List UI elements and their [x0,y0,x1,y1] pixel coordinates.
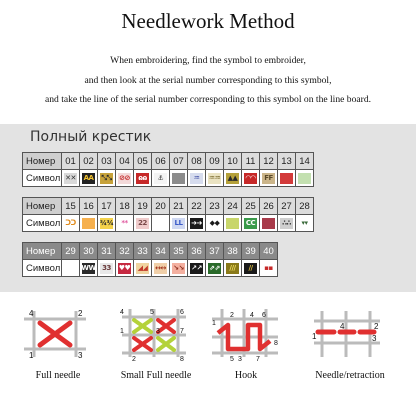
stitch-symbol-icon: ♒ [190,173,203,184]
symbol-cell [133,259,152,277]
diagram-digit: 5 [150,309,154,316]
diagram-digit: 2 [78,309,83,318]
serial-number-cell: 31 [97,242,116,260]
stitch-symbol-icon: ♒♒ [208,174,221,182]
symbol-cell [187,214,206,232]
symbol-cell [187,169,206,187]
serial-number-cell: 33 [133,242,152,260]
symbol-cell [97,259,116,277]
diagram-digit: 4 [250,312,254,319]
symbol-cell [151,169,170,187]
serial-number-cell: 10 [223,152,242,170]
stitch-symbol-icon [64,263,77,274]
serial-number-cell: 23 [205,197,224,215]
stitch-symbol-icon: ↘↘ [173,264,184,272]
symbol-cell [61,259,80,277]
serial-number-cell: 27 [277,197,296,215]
serial-number-cell: 08 [187,152,206,170]
stitch-symbol-icon: FF [262,173,275,184]
serial-number-cell: 18 [115,197,134,215]
diagram-digit: 3 [372,334,377,343]
stitch-symbol-icon: ** [118,218,131,229]
stitch-symbol-icon: ⊘⊘ [119,174,130,182]
symbol-cell [151,259,170,277]
symbol-cell [241,214,260,232]
diagram-digit: 1 [120,328,124,335]
symbol-row [22,259,277,276]
symbol-cell [259,259,278,277]
serial-number-cell: 28 [295,197,314,215]
diagram-digit: 3 [78,351,83,360]
diagram-digit: 1 [29,351,34,360]
symbol-cell [79,169,98,187]
stitch-symbol-icon: /// [226,263,239,274]
number-row [22,242,277,259]
serial-number-cell: 25 [241,197,260,215]
stitch-symbol-icon [280,173,293,184]
symbol-row-header: Символ [22,214,62,232]
diagram-label-small-full-needle: Small Full needle [120,370,192,381]
symbol-cell [115,169,134,187]
stitch-symbol-icon [262,218,275,229]
symbol-table-3 [22,242,277,276]
symbol-cell [133,214,152,232]
symbol-cell [79,214,98,232]
serial-number-cell: 06 [151,152,170,170]
symbol-cell [97,169,116,187]
number-row-header: Номер [22,197,62,215]
serial-number-cell: 22 [187,197,206,215]
diagram-digit: 2 [230,312,234,319]
diagram-digit: 7 [180,328,184,335]
stitch-symbol-icon: LL [172,218,185,229]
serial-number-cell: 12 [259,152,278,170]
serial-number-cell: 34 [151,242,170,260]
symbol-cell [241,259,260,277]
symbol-cell [205,259,224,277]
symbol-row [22,214,313,231]
serial-number-cell: 32 [115,242,134,260]
serial-number-cell: 37 [205,242,224,260]
symbol-cell [97,214,116,232]
serial-number-cell: 38 [223,242,242,260]
serial-number-cell: 29 [61,242,80,260]
stitch-symbol-icon: 22 [136,218,149,229]
stitch-symbol-icon: WW [81,264,96,272]
serial-number-cell: 01 [61,152,80,170]
symbol-cell [61,169,80,187]
stitch-symbol-icon: ◆◆ [209,219,220,227]
diagram-label-needle-retraction: Needle/retraction [315,370,385,381]
serial-number-cell: 19 [133,197,152,215]
diagram-digit: 2 [132,356,136,363]
number-row [22,152,313,169]
stitch-symbol-icon [82,218,95,229]
hook-diagram [208,303,284,363]
diagram-label-full-needle: Full needle [35,370,81,381]
symbol-row-header: Символ [22,169,62,187]
diagram-digit: 1 [312,332,317,341]
small-full-needle-diagram [118,303,194,363]
serial-number-cell: 11 [241,152,260,170]
serial-number-cell: 21 [169,197,188,215]
stitch-symbol-icon: ⤡⤡ [101,173,112,182]
symbol-cell [133,169,152,187]
symbol-cell [259,169,278,187]
symbol-cell [61,214,80,232]
stitch-symbol-icon: ◢◢ [137,264,148,272]
symbol-table-2 [22,197,313,231]
symbol-cell [277,214,296,232]
symbol-cell [223,169,242,187]
stitch-symbol-icon: ➜➜ [191,219,202,227]
serial-number-cell: 04 [115,152,134,170]
symbol-cell [169,214,188,232]
intro-line-2: and then look at the serial number corresponding to this symbol, [84,75,332,86]
serial-number-cell: 07 [169,152,188,170]
needle-retraction-diagram [310,303,386,363]
stitch-symbol-icon: ♥♥ [118,264,131,272]
stitch-symbol-icon: ▲▲ [227,174,238,182]
number-row-header: Номер [22,242,62,260]
stitch-symbol-icon: 33 [100,263,113,274]
diagram-digit: 3 [156,328,160,335]
stitch-symbol-icon: ▾▾ [298,218,311,229]
stitch-symbol-icon: ▪▪ [262,263,275,274]
symbol-cell [295,169,314,187]
stitch-symbol-icon [154,218,167,229]
serial-number-cell: 05 [133,152,152,170]
symbol-cell [241,169,260,187]
serial-number-cell: 16 [79,197,98,215]
symbol-cell [169,259,188,277]
diagram-digit: 6 [262,312,266,319]
symbol-cell [205,214,224,232]
serial-number-cell: 03 [97,152,116,170]
serial-number-cell: 13 [277,152,296,170]
symbol-cell [187,259,206,277]
diagram-label-hook: Hook [234,370,258,381]
serial-number-cell: 40 [259,242,278,260]
intro-line-1: When embroidering, find the symbol to embroider, [110,55,306,66]
symbol-cell [205,169,224,187]
symbol-cell [259,214,278,232]
stitch-symbol-icon: ⚓ [154,173,167,184]
diagram-digit: 4 [120,309,124,316]
stitch-symbol-icon: ⇗⇗ [209,264,220,272]
page-title: Needlework Method [121,9,295,33]
stitch-symbol-icon [172,173,185,184]
diagram-digit: 8 [274,340,278,347]
panel-title: Полный крестик [30,129,152,145]
symbol-row [22,169,313,186]
serial-number-cell: 35 [169,242,188,260]
stitch-symbol-icon: ↔↔ [155,264,166,272]
stitch-symbol-icon: AA [83,174,94,182]
stitch-symbol-icon [226,218,239,229]
serial-number-cell: 30 [79,242,98,260]
stitch-symbol-icon: // [244,263,257,274]
stitch-symbol-icon: CC [245,219,256,227]
serial-number-cell: 15 [61,197,80,215]
symbol-cell [115,214,134,232]
number-row-header: Номер [22,152,62,170]
diagram-digit: 6 [180,309,184,316]
serial-number-cell: 36 [187,242,206,260]
serial-number-cell: 09 [205,152,224,170]
diagram-digit: 5 [230,356,234,363]
stitch-symbol-icon [298,173,311,184]
diagram-digit: 4 [29,309,34,318]
stitch-symbol-icon: ↗↗ [191,264,202,272]
serial-number-cell: 24 [223,197,242,215]
symbol-cell [151,214,170,232]
serial-number-cell: 02 [79,152,98,170]
diagram-digit: 1 [212,320,216,327]
symbol-row-header: Символ [22,259,62,277]
symbol-cell [277,169,296,187]
symbol-cell [169,169,188,187]
stitch-symbol-icon: ¾¾ [99,219,114,227]
serial-number-cell: 39 [241,242,260,260]
stitch-symbol-icon: ∴∴ [280,218,293,229]
symbol-cell [295,214,314,232]
serial-number-cell: 26 [259,197,278,215]
diagram-digit: 2 [374,322,379,331]
diagram-digit: 4 [340,322,345,331]
symbol-table-1 [22,152,313,186]
serial-number-cell: 14 [295,152,314,170]
intro-line-3: and take the line of the serial number corresponding to this symbol on the line board. [44,94,372,105]
full-needle-diagram [20,303,96,363]
diagram-digit: 3 [238,356,242,363]
symbol-cell [223,214,242,232]
stitch-symbol-icon: ɷɷ [136,173,149,184]
stitch-symbol-icon: ᑐᑐ [65,219,76,227]
serial-number-cell: 20 [151,197,170,215]
diagram-digit: 8 [180,356,184,363]
stitch-symbol-icon: ◠◠ [245,174,256,182]
symbol-cell [223,259,242,277]
symbol-cell [79,259,98,277]
stitch-symbol-icon: ✕✕ [65,174,76,182]
symbol-cell [115,259,134,277]
serial-number-cell: 17 [97,197,116,215]
diagram-digit: 7 [256,356,260,363]
number-row [22,197,313,214]
